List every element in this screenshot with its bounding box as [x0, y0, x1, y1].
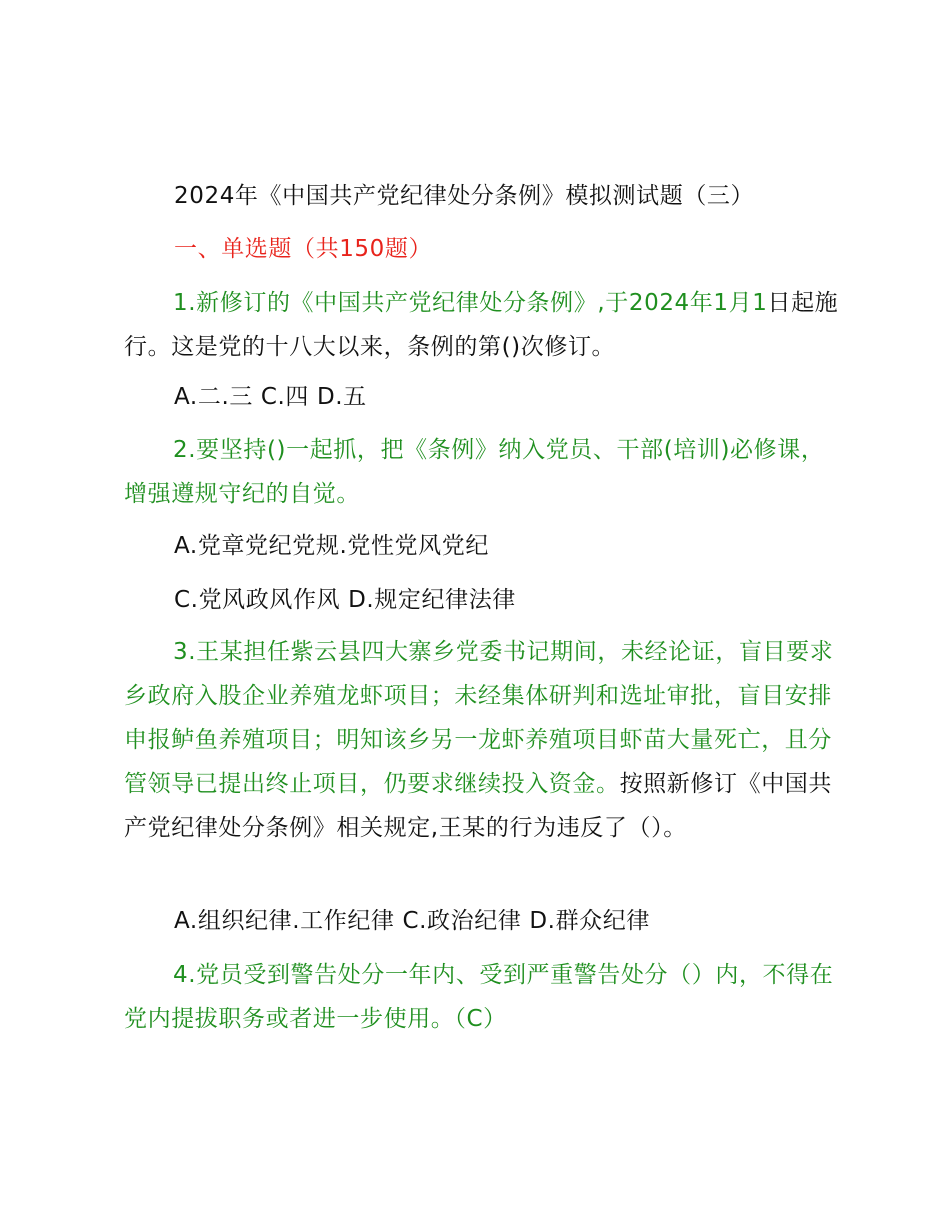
question-1 — [124, 281, 840, 369]
question-2-stem: 2.要坚持()一起抓，把《条例》纳入党员、干部(培训)必修课，增强遵规守纪的自觉。 — [124, 437, 825, 507]
question-3 — [124, 630, 840, 850]
question-3-options: A.组织纪律.工作纪律 C.政治纪律 D.群众纪律 — [174, 908, 650, 934]
question-1-stem: 1.新修订的《中国共产党纪律处分条例》,于2024年1月1 — [173, 290, 768, 316]
question-4-stem: 4.党员受到警告处分一年内、受到严重警告处分（）内，不得在党内提拔职务或者进一步使用。（C） — [124, 962, 834, 1032]
document-title: 2024年《中国共产党纪律处分条例》模拟测试题（三） — [174, 183, 755, 209]
question-1-stem-cont: 日起施行。这是党的十八大以来，条例的第()次修订。 — [124, 290, 839, 360]
question-3-stem: 3.王某担任紫云县四大寨乡党委书记期间，未经论证，盲目要求乡政府入股企业养殖龙虾项目；未经集体研判和选址审批，盲目安排申报鲈鱼养殖项目；明知该乡另一龙虾养殖项目虾苗大量死亡，且分管领导已提出终止项目，仍要求继续投入资金。 — [124, 639, 834, 797]
question-2-options-line-1: A.党章党纪党规.党性党风党纪 — [174, 533, 489, 559]
question-2-options-line-2: C.党风政风作风 D.规定纪律法律 — [174, 587, 516, 613]
question-1-options: A.二.三 C.四 D.五 — [174, 384, 367, 410]
question-3-stem-cont: 按照新修订《中国共产党纪律处分条例》相关规定,王某的行为违反了（）。 — [124, 771, 833, 841]
section-heading: 一、单选题（共150题） — [174, 236, 433, 262]
